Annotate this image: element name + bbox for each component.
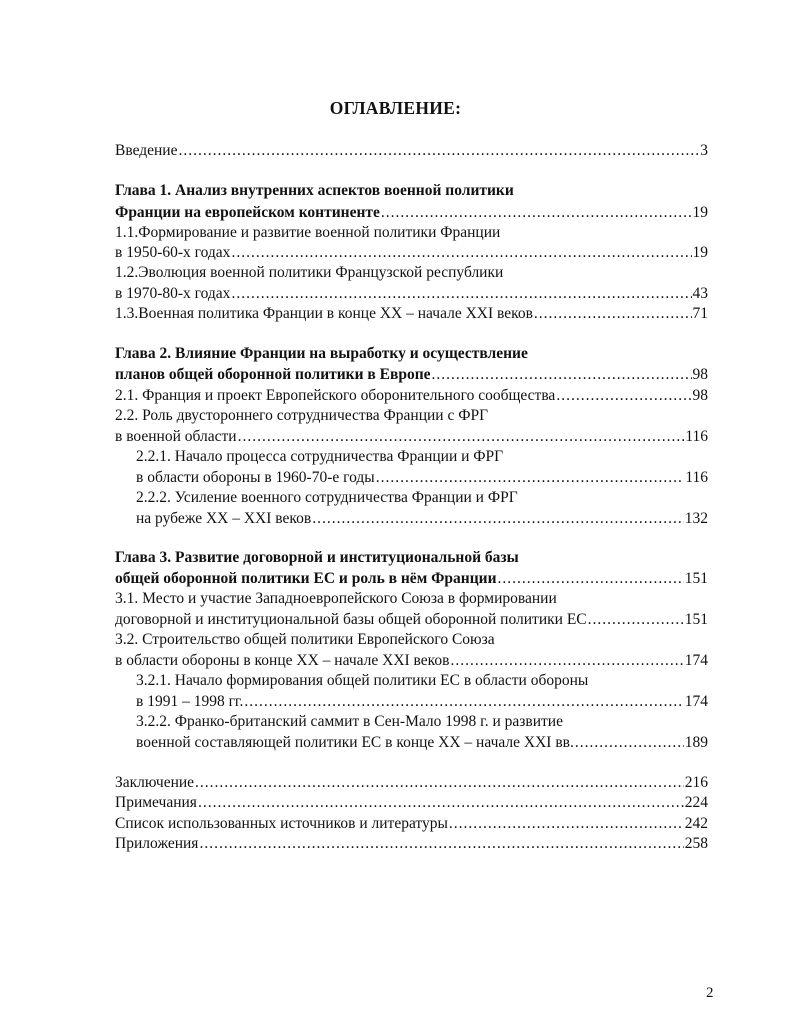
dot-leader xyxy=(376,467,685,489)
toc-section-2-2-cont xyxy=(115,426,708,448)
toc-subsection-2-2-1 xyxy=(136,446,503,468)
toc-entry-page: 98 xyxy=(692,366,708,383)
toc-entry-page: 3 xyxy=(700,142,708,159)
toc-entry-page: 174 xyxy=(684,693,708,710)
toc-entry-text: 1.2.Эволюция военной политики Французской республики xyxy=(115,264,504,281)
toc-subsection-3-2-1-cont xyxy=(136,691,708,713)
dot-leader xyxy=(534,303,692,325)
toc-section-1-1 xyxy=(115,222,500,244)
toc-entry-appendices xyxy=(115,833,708,855)
toc-entry-text: 1.3.Военная политика Франции в конце XX – начале XXI веков xyxy=(115,305,533,322)
toc-entry-text: 2.2. Роль двустороннего сотрудничества Франции с ФРГ xyxy=(115,407,489,424)
toc-entry-text: в 1991 – 1998 гг. xyxy=(136,693,244,710)
toc-entry-text: 2.2.1. Начало процесса сотрудничества Франции и ФРГ xyxy=(136,448,504,465)
toc-subsection-3-2-2 xyxy=(136,711,563,733)
dot-leader xyxy=(178,140,699,162)
toc-entry-text: Франции на европейском континенте xyxy=(115,204,380,221)
toc-entry-text: в 1970-80-х годах xyxy=(115,285,231,302)
toc-entry-text: Глава 1. Анализ внутренних аспектов военной политики xyxy=(115,182,514,199)
page-title: ОГЛАВЛЕНИЕ: xyxy=(329,98,462,118)
toc-entry-bibliography xyxy=(115,813,708,835)
toc-entry-text: Глава 2. Влияние Франции на выработку и осуществление xyxy=(115,345,528,362)
toc-section-3-2 xyxy=(115,629,495,651)
toc-section-1-3 xyxy=(115,303,708,325)
toc-entry-page: 189 xyxy=(684,734,708,751)
toc-entry-text: в области обороны в 1960-70-е годы xyxy=(136,469,375,486)
toc-section-1-1-cont xyxy=(115,242,708,264)
toc-entry-text: Примечания xyxy=(115,794,197,811)
toc-entry-page: 174 xyxy=(684,652,708,669)
dot-leader xyxy=(556,385,691,407)
dot-leader xyxy=(198,792,684,814)
toc-entry-text: Заключение xyxy=(115,774,195,791)
toc-entry-text: Приложения xyxy=(115,835,199,852)
toc-entry-text: 3.1. Место и участие Западноевропейского Союза в формировании xyxy=(115,590,557,607)
toc-entry-text: Список использованных источников и литературы xyxy=(115,815,448,832)
toc-entry-page: 151 xyxy=(684,570,708,587)
dot-leader xyxy=(312,508,684,530)
toc-subsection-3-2-2-cont xyxy=(136,732,708,754)
toc-entry-page: 19 xyxy=(692,204,708,221)
toc-subsection-2-2-2-cont xyxy=(136,508,708,530)
dot-leader xyxy=(195,772,684,794)
dot-leader xyxy=(450,650,683,672)
toc-entry-page: 71 xyxy=(692,305,708,322)
toc-chapter-1-heading xyxy=(115,180,514,202)
toc-entry-text: 1.1.Формирование и развитие военной политики Франции xyxy=(115,224,501,241)
dot-leader xyxy=(231,283,691,305)
toc-entry-text: Введение xyxy=(115,142,178,159)
toc-entry-text: 2.1. Франция и проект Европейского оборонительного сообщества xyxy=(115,387,556,404)
toc-entry-page: 151 xyxy=(684,611,708,628)
toc-subsection-2-2-1-cont xyxy=(136,467,708,489)
toc-entry-text: военной составляющей политики ЕС в конце XX – начале XXI вв. xyxy=(136,734,574,751)
dot-leader xyxy=(432,364,692,386)
dot-leader xyxy=(238,426,685,448)
toc-section-3-1-cont xyxy=(115,609,708,631)
dot-leader xyxy=(199,833,683,855)
toc-entry-notes xyxy=(115,792,708,814)
dot-leader xyxy=(231,242,691,264)
toc-entry-text: 2.2.2. Усиление военного сотрудничества Франции и ФРГ xyxy=(136,489,518,506)
toc-chapter-2-heading-cont xyxy=(115,364,708,386)
dot-leader xyxy=(575,732,684,754)
toc-entry-text: 3.2. Строительство общей политики Европейского Союза xyxy=(115,631,495,648)
toc-entry-page: 258 xyxy=(684,835,708,852)
toc-entry-page: 43 xyxy=(692,285,708,302)
toc-section-1-2 xyxy=(115,262,503,284)
toc-section-2-1 xyxy=(115,385,708,407)
toc-section-3-1 xyxy=(115,588,557,610)
toc-chapter-3-heading-cont xyxy=(115,568,708,590)
toc-entry-page: 224 xyxy=(684,794,708,811)
toc-section-1-2-cont xyxy=(115,283,708,305)
toc-entry-text: 3.2.2. Франко-британский саммит в Сен-Мало 1998 г. и развитие xyxy=(136,713,563,730)
dot-leader xyxy=(498,568,684,590)
toc-entry-text: в области обороны в конце XX – начале XXI веков xyxy=(115,652,450,669)
toc-entry-text: общей оборонной политики ЕС и роль в нём Франции xyxy=(115,570,497,587)
toc-section-2-2 xyxy=(115,405,488,427)
dot-leader xyxy=(381,202,692,224)
toc-entry-page: 132 xyxy=(684,510,708,527)
toc-entry-text: в 1950-60-х годах xyxy=(115,244,231,261)
toc-entry-page: 98 xyxy=(692,387,708,404)
toc-entry-page: 116 xyxy=(685,428,708,445)
toc-entry-page: 216 xyxy=(684,774,708,791)
toc-entry-page: 242 xyxy=(684,815,708,832)
toc-subsection-2-2-2 xyxy=(136,487,518,509)
dot-leader xyxy=(244,691,683,713)
toc-entry-text: на рубеже XX – XXI веков xyxy=(136,510,312,527)
toc-entry-text: в военной области xyxy=(115,428,237,445)
toc-section-3-2-cont xyxy=(115,650,708,672)
toc-entry-page: 19 xyxy=(692,244,708,261)
toc-chapter-2-heading xyxy=(115,343,528,365)
toc-entry-text: 3.2.1. Начало формирования общей политики ЕС в области обороны xyxy=(136,672,589,689)
toc-subsection-3-2-1 xyxy=(136,670,588,692)
toc-entry-page: 116 xyxy=(685,469,708,486)
toc-entry-text: планов общей оборонной политики в Европе xyxy=(115,366,431,383)
toc-entry-introduction xyxy=(115,140,708,162)
toc-entry-conclusion xyxy=(115,772,708,794)
dot-leader xyxy=(449,813,684,835)
page-number: 2 xyxy=(706,985,714,1001)
dot-leader xyxy=(588,609,684,631)
toc-entry-text: договорной и институциональной базы общей оборонной политики ЕС xyxy=(115,611,587,628)
toc-entry-text: Глава 3. Развитие договорной и институциональной базы xyxy=(115,549,519,566)
toc-chapter-3-heading xyxy=(115,547,519,569)
toc-chapter-1-heading-cont xyxy=(115,202,708,224)
